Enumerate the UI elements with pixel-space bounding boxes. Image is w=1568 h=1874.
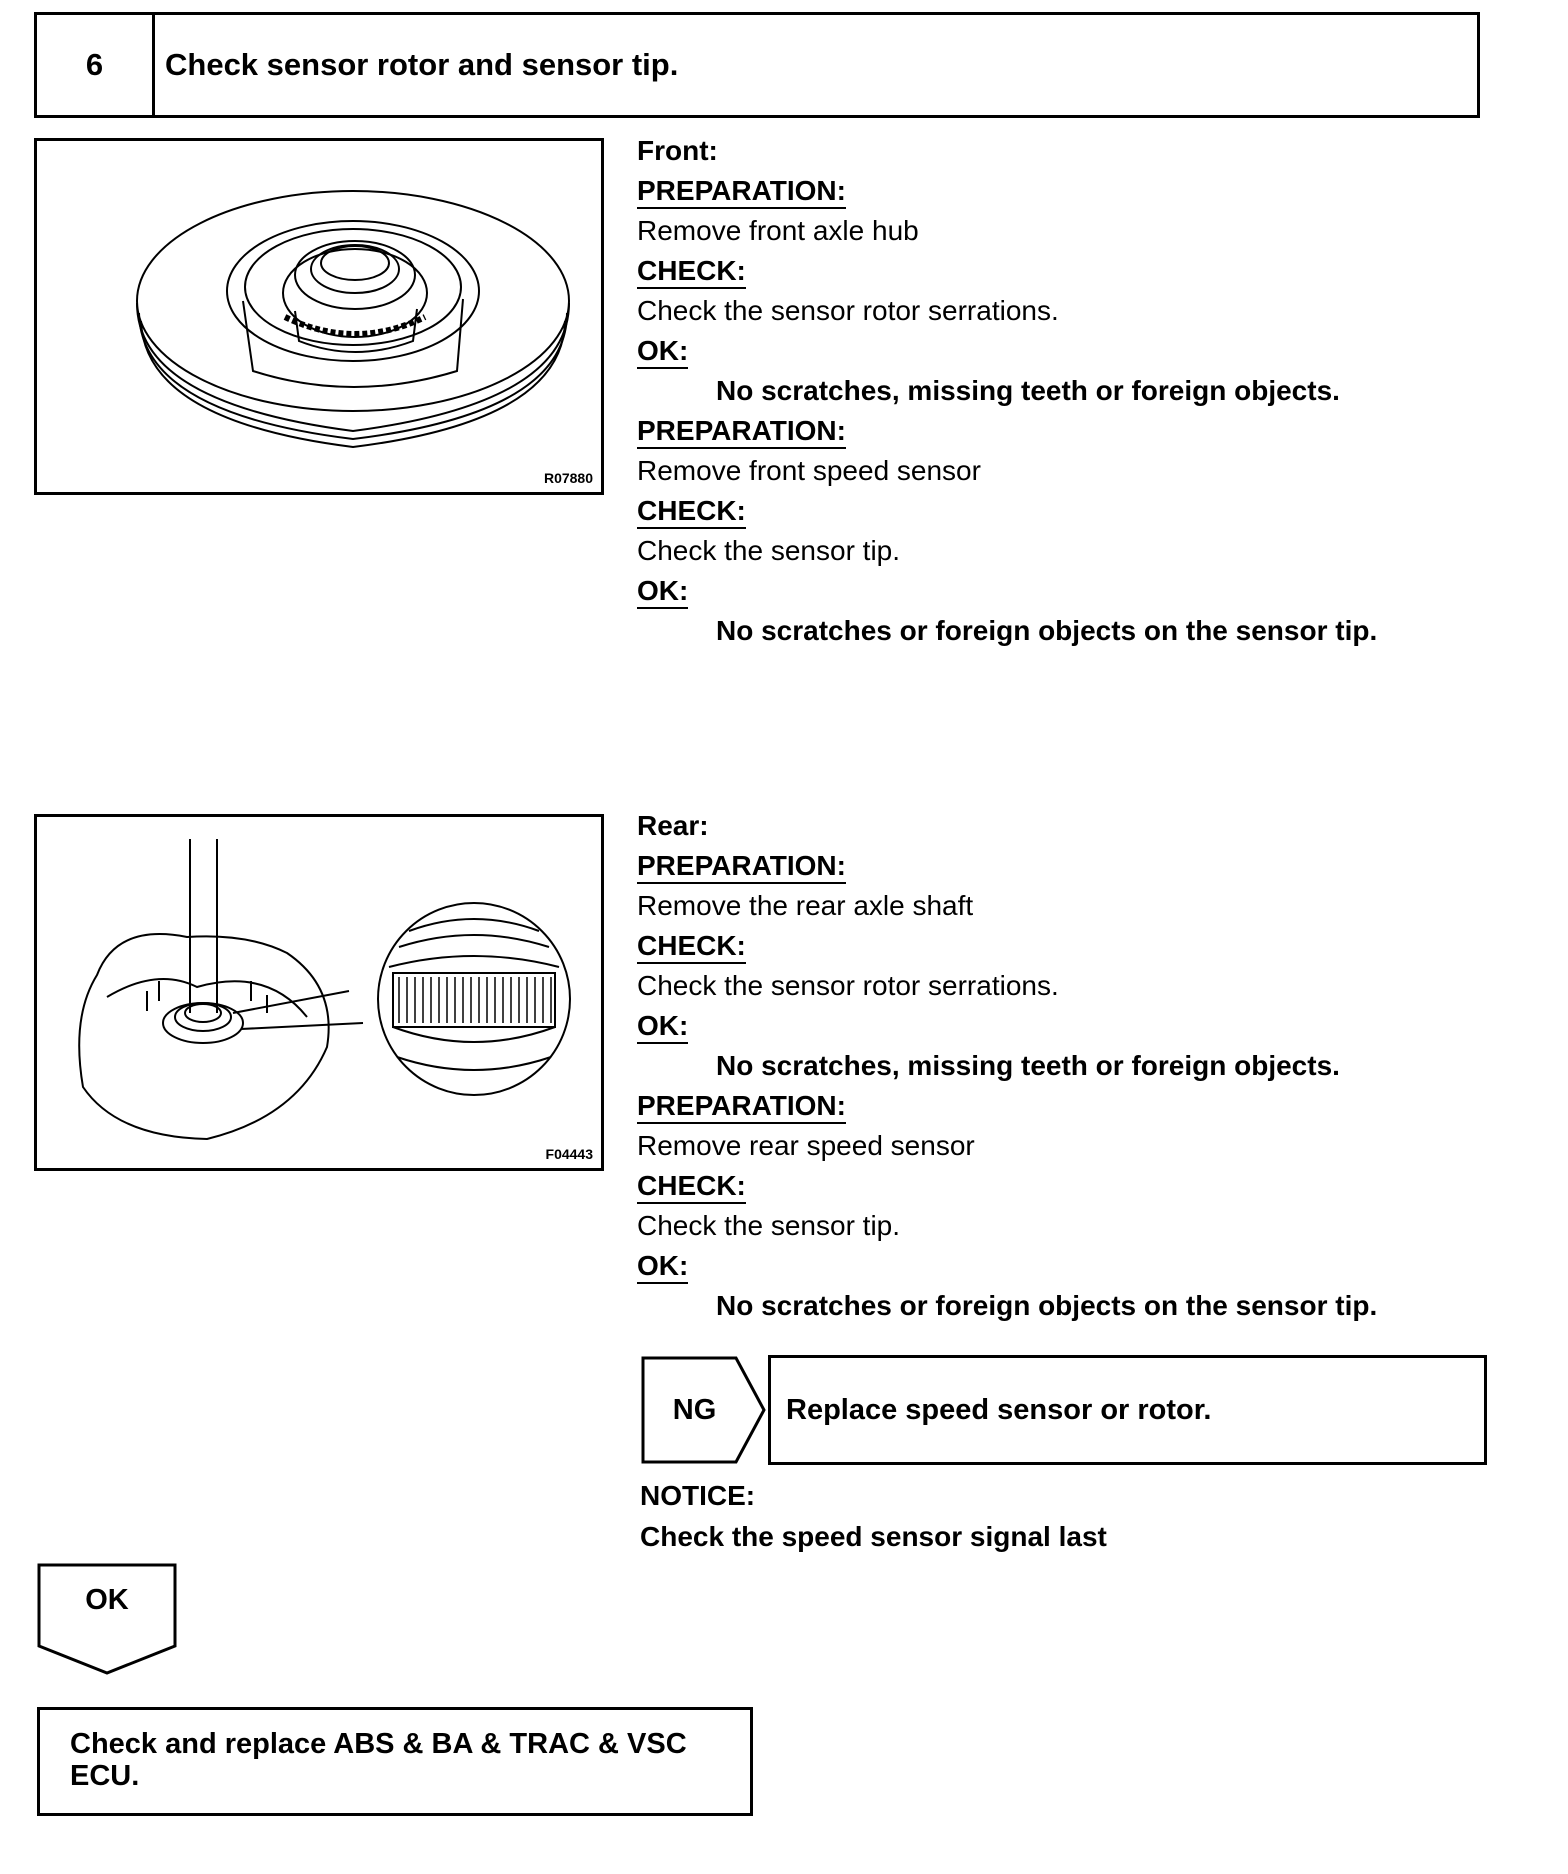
ok-criteria <box>637 371 1517 411</box>
instruction-line: Check the sensor tip. <box>637 1210 901 1241</box>
heading-text: PREPARATION: <box>637 850 846 884</box>
step-heading <box>637 1086 1517 1126</box>
step-number: 6 <box>37 15 155 115</box>
ok-result-tag <box>36 1562 178 1676</box>
heading-text: PREPARATION: <box>637 415 846 449</box>
ok-label: OK <box>85 1584 129 1616</box>
front-figure <box>34 138 604 495</box>
instruction-text <box>637 211 1517 251</box>
instruction-line: Remove front axle hub <box>637 215 919 246</box>
step-heading <box>637 1006 1517 1046</box>
instruction-text <box>637 1126 1517 1166</box>
instruction-text <box>637 531 1517 571</box>
ok-action-box <box>37 1707 753 1816</box>
ok-criteria <box>637 1286 1517 1326</box>
ok-criteria-text: No scratches or foreign objects on the sensor tip. <box>716 615 1378 646</box>
step-heading <box>637 1246 1517 1286</box>
step-header <box>34 12 1480 118</box>
notice-title: NOTICE: <box>640 1480 756 1511</box>
instruction-line: Check the sensor rotor serrations. <box>637 970 1059 1001</box>
notice <box>640 1475 1107 1557</box>
step-heading <box>637 251 1517 291</box>
heading-text: OK: <box>637 1250 688 1284</box>
rear-figure <box>34 814 604 1171</box>
ok-criteria-text: No scratches, missing teeth or foreign objects. <box>716 1050 1340 1081</box>
heading-text: OK: <box>637 335 688 369</box>
heading-text: OK: <box>637 575 688 609</box>
instruction-text <box>637 886 1517 926</box>
ok-criteria <box>637 1046 1517 1086</box>
ng-action: Replace speed sensor or rotor. <box>768 1355 1487 1465</box>
instruction-text <box>637 291 1517 331</box>
brake-disc-illustration <box>37 141 604 495</box>
heading-text: CHECK: <box>637 930 746 964</box>
instruction-line: Remove rear speed sensor <box>637 1130 975 1161</box>
step-heading <box>637 171 1517 211</box>
step-heading <box>637 491 1517 531</box>
heading-text: PREPARATION: <box>637 175 846 209</box>
ok-criteria-text: No scratches, missing teeth or foreign objects. <box>716 375 1340 406</box>
section-label: Front: <box>637 135 718 166</box>
front-instructions <box>637 131 1517 651</box>
step-heading <box>637 571 1517 611</box>
ng-result <box>640 1355 1487 1465</box>
step-heading <box>637 1166 1517 1206</box>
figure-code: R07880 <box>543 470 593 486</box>
heading-text: PREPARATION: <box>637 1090 846 1124</box>
rear-axle-illustration <box>37 817 604 1171</box>
ok-criteria <box>637 611 1517 651</box>
notice-text: Check the speed sensor signal last <box>640 1521 1107 1552</box>
ng-label: NG <box>672 1393 717 1426</box>
heading-text: CHECK: <box>637 495 746 529</box>
instruction-text <box>637 1206 1517 1246</box>
step-heading <box>637 926 1517 966</box>
heading-text: CHECK: <box>637 255 746 289</box>
instruction-text <box>637 451 1517 491</box>
ok-criteria-text: No scratches or foreign objects on the sensor tip. <box>716 1290 1378 1321</box>
figure-code: F04443 <box>545 1146 593 1162</box>
instruction-line: Check the sensor tip. <box>637 535 901 566</box>
ok-action: Check and replace ABS & BA & TRAC & VSC ECU. <box>70 1728 687 1792</box>
step-heading <box>637 846 1517 886</box>
heading-text: CHECK: <box>637 1170 746 1204</box>
instruction-text <box>637 966 1517 1006</box>
heading-text: OK: <box>637 1010 688 1044</box>
instruction-line: Check the sensor rotor serrations. <box>637 295 1059 326</box>
step-heading <box>637 331 1517 371</box>
section-label: Rear: <box>637 810 709 841</box>
step-heading <box>637 411 1517 451</box>
ok-down-arrow-tag <box>36 1562 178 1676</box>
instruction-line: Remove the rear axle shaft <box>637 890 974 921</box>
step-title: Check sensor rotor and sensor tip. <box>165 47 679 82</box>
rear-instructions <box>637 806 1517 1326</box>
instruction-line: Remove front speed sensor <box>637 455 981 486</box>
